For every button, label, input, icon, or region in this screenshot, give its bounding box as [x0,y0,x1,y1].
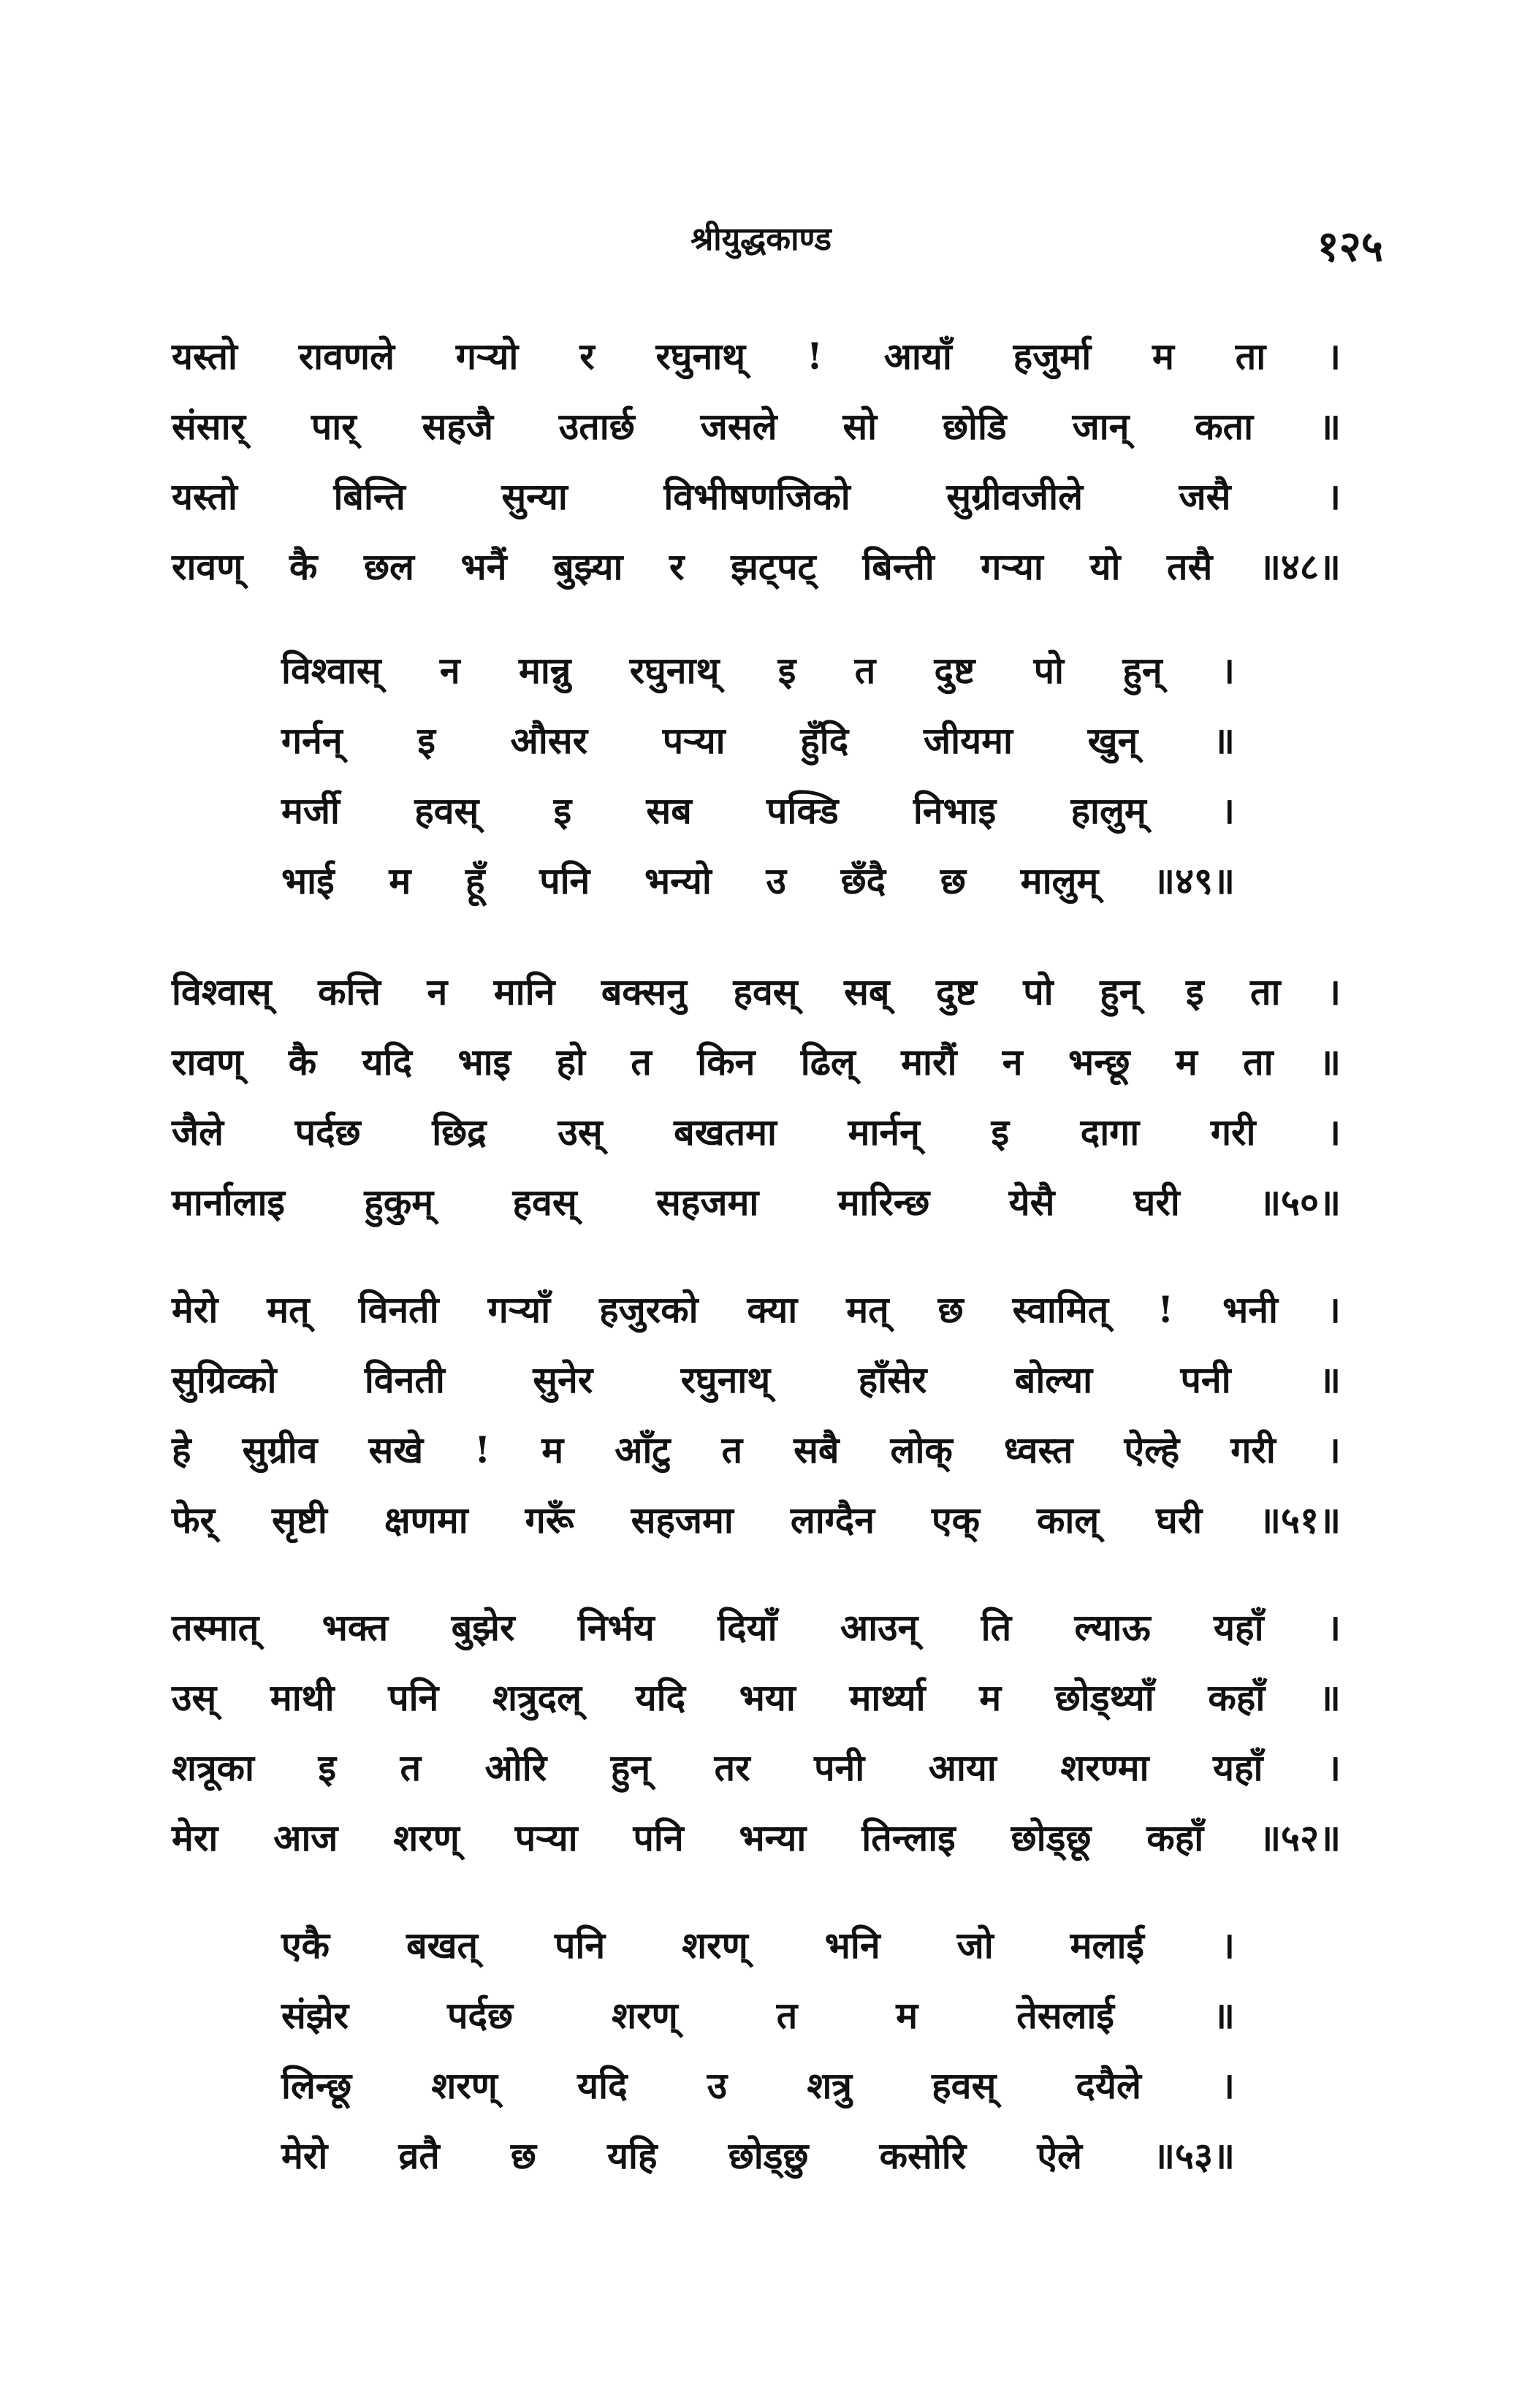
verse-word: लोक् [890,1428,953,1471]
verse-word: रावण् [172,545,243,588]
verse-word: शत्रूका [172,1746,254,1789]
verse-50 [172,957,1341,1238]
verse-word: हो [556,1040,585,1083]
verse-word: ता [1250,970,1281,1013]
verse-word: रघुनाथ् [680,1358,771,1401]
verse-word: हालुम् [1070,789,1146,832]
verse-word: ॥५०॥ [1259,1181,1341,1224]
verse-word: छ [940,859,966,902]
verse-word: सब् [844,970,890,1013]
verse-word: ॥ [1318,1040,1341,1083]
verse-word: निभाइ [913,789,997,832]
verse-word: हुन् [1100,970,1140,1013]
verse-word: । [1220,1924,1235,1967]
verse-word: पनि [633,1816,684,1859]
verse-word: मान्नु [519,649,571,692]
verse-word: कै [288,1040,317,1083]
verse-word: ! [1157,1288,1174,1331]
verse-line [172,1275,1341,1345]
verse-word: भन्छू [1068,1040,1130,1083]
verse-word: कता [1195,405,1254,448]
verse-word: विभीषणजिको [663,475,851,518]
verse-word: मलाई [1070,1924,1144,1967]
verse-word: माथी [270,1676,335,1719]
verse-word: उ [707,2064,728,2107]
verse-line [281,846,1235,916]
verse-line [172,532,1341,602]
verse-word: इ [553,789,572,832]
verse-word: शरण् [682,1924,748,1967]
verse-word: त [776,1994,798,2037]
verse-word: र [579,335,595,378]
verse-word: ॥ [1212,719,1235,762]
verse-word: । [1326,970,1341,1013]
verse-word: कत्ति [318,970,381,1013]
verse-line [172,957,1341,1027]
verse-word: आयाँ [883,335,952,378]
verse-line [172,321,1341,392]
verse-word: मानि [493,970,555,1013]
verse-word: तेसलाई [1016,1994,1114,2037]
verse-word: पार् [311,405,357,448]
verse-word: पनी [1180,1358,1231,1401]
verse-word: भया [739,1676,796,1719]
verse-line [172,1485,1341,1555]
verse-line [172,1593,1341,1663]
verse-word: भनी [1222,1288,1278,1331]
verse-word: गरी [1210,1110,1256,1154]
verse-word: यदि [635,1676,686,1719]
verse-word: कहाँ [1146,1816,1204,1859]
verse-word: विश्वास् [172,970,272,1013]
verse-word: दयैले [1076,2064,1141,2107]
verse-word: स्वामित् [1012,1288,1109,1331]
verse-word: रावण् [172,1040,243,1083]
verse-word: छ [937,1288,964,1331]
verse-line [172,1415,1341,1485]
verse-word: सो [842,405,878,448]
verse-word: ढिल् [800,1040,856,1083]
verse-word: हुन् [1122,649,1163,692]
verse-word: आउन् [840,1606,918,1649]
verse-line [281,2121,1235,2191]
verse-word: ॥४९॥ [1153,859,1235,902]
verse-word: । [1326,1606,1341,1649]
verse-word: गऱ्या [981,545,1043,588]
verse-word: हुँदि [800,719,849,762]
verse-line [172,1803,1341,1873]
verse-word: र [669,545,685,588]
verse-word: दियाँ [718,1606,777,1649]
verse-word: दागा [1080,1110,1140,1154]
verse-word: पनि [388,1676,439,1719]
verse-word: सृष्टी [271,1498,327,1542]
verse-word: रावणले [298,335,395,378]
verse-word: आज [273,1816,338,1859]
verse-word: । [1326,335,1341,378]
verse-word: म [1152,335,1174,378]
verse-word: । [1327,1746,1341,1789]
verse-word: विनती [358,1288,439,1331]
verse-word: इ [777,649,796,692]
verse-word: हूँ [465,859,485,902]
verse-word: न [1002,1040,1023,1083]
verse-word: भक्त [321,1606,389,1649]
verse-word: । [1221,789,1235,832]
verse-word: सखे [368,1428,424,1471]
verse-51 [172,1275,1341,1555]
verse-word: जो [956,1924,994,1967]
verse-word: व्रतै [398,2134,440,2177]
verse-word: तर [714,1746,750,1789]
verse-word: पर्दछ [447,1994,514,2037]
verse-word: । [1327,1110,1341,1154]
verse-line [172,1167,1341,1238]
verse-word: भनि [824,1924,880,1967]
verse-word: पो [1023,970,1054,1013]
verse-word: लाग्दैन [790,1498,875,1542]
verse-word: ति [981,1606,1012,1649]
verse-word: मर्जी [281,789,340,832]
verse-word: मत् [846,1288,889,1331]
verse-word: हवस् [414,789,479,832]
verse-word: यस्तो [172,475,237,518]
verse-word: बक्सनु [601,970,687,1013]
verse-word: बखत् [406,1924,479,1967]
verse-word: घरी [1133,1181,1180,1224]
verse-word: औसर [510,719,588,762]
verse-word: येसै [1008,1181,1055,1224]
verse-word: इ [1185,970,1204,1013]
verse-word: यहाँ [1214,1606,1264,1649]
verse-word: रघुनाथ् [655,335,746,378]
verse-word: इ [318,1746,337,1789]
verse-word: ॥ [1318,1676,1341,1719]
verse-line [172,1345,1341,1415]
verse-word: मार्नालाइ [172,1181,285,1224]
verse-word: ओरि [484,1746,547,1789]
verse-word: मारौं [901,1040,957,1083]
verse-word: गरी [1230,1428,1276,1471]
verse-52 [172,1593,1341,1873]
verse-word: ॥४८॥ [1258,545,1341,588]
verse-word: यो [1089,545,1121,588]
verse-word: गर्नन् [281,719,343,762]
verse-word: रघुनाथ् [629,649,720,692]
verse-word: गरूँ [525,1498,574,1542]
verse-48 [172,321,1341,602]
chapter-title: श्रीयुद्धकाण्ड [690,221,832,258]
verse-word: शरण् [393,1816,460,1859]
verse-word: छोड्छू [1011,1816,1092,1859]
verse-word: भाइ [457,1040,511,1083]
verse-word: एक् [931,1498,981,1542]
verse-word: बुझेर [451,1606,515,1649]
verse-word: । [1326,475,1341,518]
verse-word: ता [1235,335,1266,378]
verse-word: हुकुम् [364,1181,434,1224]
verse-word: पऱ्या [662,719,726,762]
verse-line [172,1663,1341,1733]
verse-word: तसै [1167,545,1213,588]
verse-word: इ [991,1110,1010,1154]
verse-word: पक्डि [766,789,839,832]
verse-word: संसार् [172,405,246,448]
verse-word: म [389,859,411,902]
verse-word: । [1326,1428,1341,1471]
page-number: १२५ [1317,221,1383,271]
verse-word: हाँसेर [858,1358,927,1401]
verse-word: लिन्छू [281,2064,352,2107]
verse-line [281,706,1235,776]
verse-word: म [979,1676,1002,1719]
verse-word: मारिन्छ [837,1181,930,1224]
verse-word: सहजै [422,405,494,448]
verse-49 [281,636,1235,916]
verse-word: । [1326,1288,1341,1331]
verse-word: जान् [1072,405,1130,448]
verse-word: क्षणमा [384,1498,468,1542]
verse-word: हजुरको [599,1288,699,1331]
verse-word: । [1221,649,1235,692]
verse-word: छोड्थ्याँ [1054,1676,1154,1719]
verse-word: हे [172,1428,191,1471]
verse-word: सुग्रीवजीले [946,475,1083,518]
verse-word: ! [806,335,823,378]
verse-word: त [721,1428,743,1471]
verse-word: यदि [577,2064,628,2107]
verse-word: सहजमा [656,1181,759,1224]
verse-word: सबै [794,1428,840,1471]
verse-word: मत् [267,1288,310,1331]
verse-word: छ [510,2134,536,2177]
verse-word: पर्दछ [294,1110,361,1154]
verse-word: हुन् [610,1746,651,1789]
verse-word: हवस् [932,2064,997,2107]
verse-word: बखतमा [674,1110,777,1154]
verse-word: पनि [555,1924,606,1967]
verse-word: ता [1243,1040,1274,1083]
verse-word: सहजमा [631,1498,734,1542]
verse-word: सुग्रिव्को [172,1358,277,1401]
verse-word: हवस् [733,970,798,1013]
verse-word: सब [646,789,692,832]
verse-word: निर्भय [577,1606,655,1649]
verse-word: ध्वस्त [1003,1428,1073,1471]
verse-word: छोड्छु [728,2134,809,2177]
verse-line [281,1981,1235,2051]
verse-word: बिन्ती [862,545,935,588]
verse-line [172,462,1341,532]
verse-word: ॥५२॥ [1259,1816,1341,1859]
verse-word: संझेर [281,1994,349,2037]
verse-word: एकै [281,1924,330,1967]
running-header [0,216,1522,271]
verse-word: यस्तो [172,335,237,378]
verse-53 [281,1910,1235,2191]
verse-word: शत्रु [807,2064,852,2107]
verse-word: म [541,1428,564,1471]
verse-word: छिद्र [432,1110,487,1154]
verse-word: गऱ्याँ [487,1288,551,1331]
verse-word: सुनेर [533,1358,593,1401]
verse-word: मेरो [172,1288,218,1331]
verse-line [281,776,1235,846]
verse-word: झट्पट् [731,545,816,588]
verse-word: उ [766,859,786,902]
verse-word: बुझ्या [553,545,623,588]
verse-word: भन्यो [644,859,712,902]
verse-word: बिन्ति [333,475,406,518]
verse-word: पो [1033,649,1065,692]
verse-word: हजुर्मा [1013,335,1092,378]
verse-word: जसले [700,405,777,448]
verse-line [172,1097,1341,1167]
verse-word: म [1175,1040,1198,1083]
verse-word: शरण् [431,2064,498,2107]
verse-word: विश्वास् [281,649,381,692]
verse-word: कहाँ [1208,1676,1266,1719]
verse-word: खुन् [1087,719,1138,762]
verse-word: कसोरि [879,2134,967,2177]
verse-word: भन्या [739,1816,807,1859]
verse-word: उस् [172,1676,217,1719]
verse-line [172,392,1341,462]
verse-word: ॥ [1212,1994,1235,2037]
verse-word: यदि [362,1040,413,1083]
verse-word: ! [474,1428,491,1471]
verse-line [281,1910,1235,1981]
verse-word: ल्याऊ [1074,1606,1151,1649]
verse-word: म [896,1994,918,2037]
verse-word: कै [289,545,318,588]
verse-word: ऐल्हे [1124,1428,1180,1471]
verse-word: छल [363,545,414,588]
verse-line [281,2051,1235,2121]
verse-word: भनैं [460,545,507,588]
verse-word: । [1221,2064,1235,2107]
verse-word: ॥५१॥ [1259,1498,1341,1542]
verse-word: दुष्ट [935,970,977,1013]
verse-word: शरण्मा [1060,1746,1149,1789]
verse-word: त [400,1746,422,1789]
verse-word: बोल्या [1014,1358,1093,1401]
verse-word: त [854,649,876,692]
verse-word: मार्नन् [848,1110,920,1154]
verse-word: सुग्रीव [242,1428,318,1471]
verse-word: आया [928,1746,997,1789]
verse-word: पऱ्या [514,1816,578,1859]
verse-word: किन [697,1040,756,1083]
verse-word: सुन्या [501,475,568,518]
verse-word: उतार्छ [558,405,635,448]
verse-word: हवस् [512,1181,577,1224]
verse-word: काल् [1036,1498,1100,1542]
verse-word: शत्रुदल् [492,1676,582,1719]
verse-word: भाई [281,859,335,902]
verse-word: उस् [558,1110,603,1154]
verse-word: छोडि [942,405,1007,448]
verse-line [281,636,1235,706]
verse-word: मेरा [172,1816,218,1859]
verse-word: न [439,649,460,692]
verse-word: मालुम् [1020,859,1099,902]
verse-word: शरण् [612,1994,678,2037]
verse-word: घरी [1156,1498,1203,1542]
verse-word: इ [417,719,435,762]
verse-word: ऐले [1037,2134,1082,2177]
verse-word: मेरो [281,2134,328,2177]
verse-word: यहाँ [1213,1746,1263,1789]
verse-word: ॥ [1318,405,1341,448]
verse-word: पनि [539,859,590,902]
verse-word: दुष्ट [934,649,975,692]
verse-word: जीयमा [924,719,1013,762]
verse-word: फेर् [172,1498,215,1542]
verse-word: जैले [172,1110,224,1154]
verse-word: तस्मात् [172,1606,259,1649]
verse-word: क्या [747,1288,798,1331]
verse-word: गऱ्यो [455,335,519,378]
verse-word: ॥५३॥ [1153,2134,1235,2177]
verse-word: यहि [607,2134,658,2177]
verse-word: विनती [364,1358,445,1401]
verse-word: पनी [814,1746,865,1789]
verse-word: ॥ [1318,1358,1341,1401]
verse-word: न [427,970,448,1013]
verse-line [172,1733,1341,1803]
verse-word: मार्थ्या [849,1676,926,1719]
verse-word: आँटु [614,1428,671,1471]
verse-line [172,1027,1341,1097]
verse-word: त [631,1040,652,1083]
verse-word: जसै [1179,475,1231,518]
verse-word: छँदै [840,859,886,902]
verse-word: तिन्लाइ [861,1816,956,1859]
